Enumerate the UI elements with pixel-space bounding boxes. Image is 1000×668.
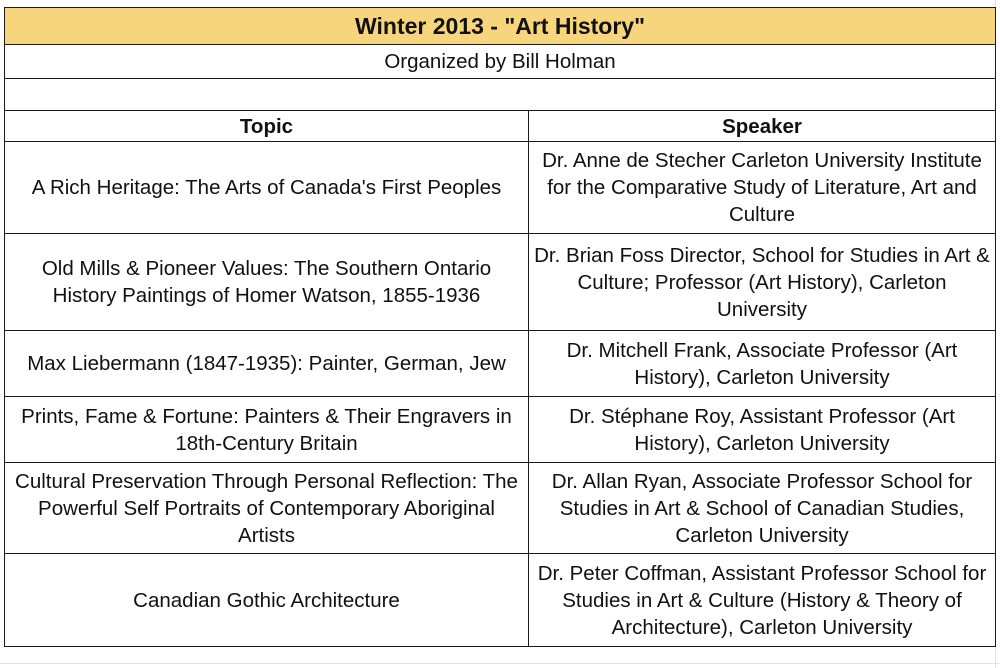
speaker-cell[interactable]: Dr. Peter Coffman, Assistant Professor School for Studies in Art & Culture (History & Theory of Architecture), Carleton University (529, 554, 996, 647)
header-row (5, 111, 996, 142)
table-row (5, 331, 996, 397)
title-row (5, 8, 996, 45)
table-row (5, 463, 996, 554)
organizer-cell[interactable]: Organized by Bill Holman (5, 45, 996, 79)
topic-cell[interactable]: Canadian Gothic Architecture (5, 554, 529, 647)
blank-cell[interactable] (5, 79, 996, 111)
speaker-cell[interactable]: Dr. Anne de Stecher Carleton University Institute for the Comparative Study of Literature, Art and Culture (529, 142, 996, 234)
speaker-cell[interactable]: Dr. Brian Foss Director, School for Studies in Art & Culture; Professor (Art History), Carleton University (529, 234, 996, 331)
topic-cell[interactable]: Old Mills & Pioneer Values: The Southern Ontario History Paintings of Homer Watson, 1855-1936 (5, 234, 529, 331)
topic-cell[interactable]: A Rich Heritage: The Arts of Canada's First Peoples (5, 142, 529, 234)
blank-row (5, 79, 996, 111)
topic-cell[interactable]: Cultural Preservation Through Personal Reflection: The Powerful Self Portraits of Contemporary Aboriginal Artists (5, 463, 529, 554)
speaker-cell[interactable]: Dr. Allan Ryan, Associate Professor School for Studies in Art & School of Canadian Studies, Carleton University (529, 463, 996, 554)
table-row (5, 397, 996, 463)
topic-cell[interactable]: Max Liebermann (1847-1935): Painter, German, Jew (5, 331, 529, 397)
table-row (5, 234, 996, 331)
lecture-schedule-table (4, 7, 996, 647)
speaker-cell[interactable]: Dr. Mitchell Frank, Associate Professor (Art History), Carleton University (529, 331, 996, 397)
schedule-title[interactable]: Winter 2013 - "Art History" (5, 8, 996, 45)
topic-header[interactable]: Topic (5, 111, 529, 142)
table-row (5, 554, 996, 647)
speaker-header[interactable]: Speaker (529, 111, 996, 142)
organizer-row (5, 45, 996, 79)
topic-cell[interactable]: Prints, Fame & Fortune: Painters & Their Engravers in 18th-Century Britain (5, 397, 529, 463)
speaker-cell[interactable]: Dr. Stéphane Roy, Assistant Professor (Art History), Carleton University (529, 397, 996, 463)
table-row (5, 142, 996, 234)
